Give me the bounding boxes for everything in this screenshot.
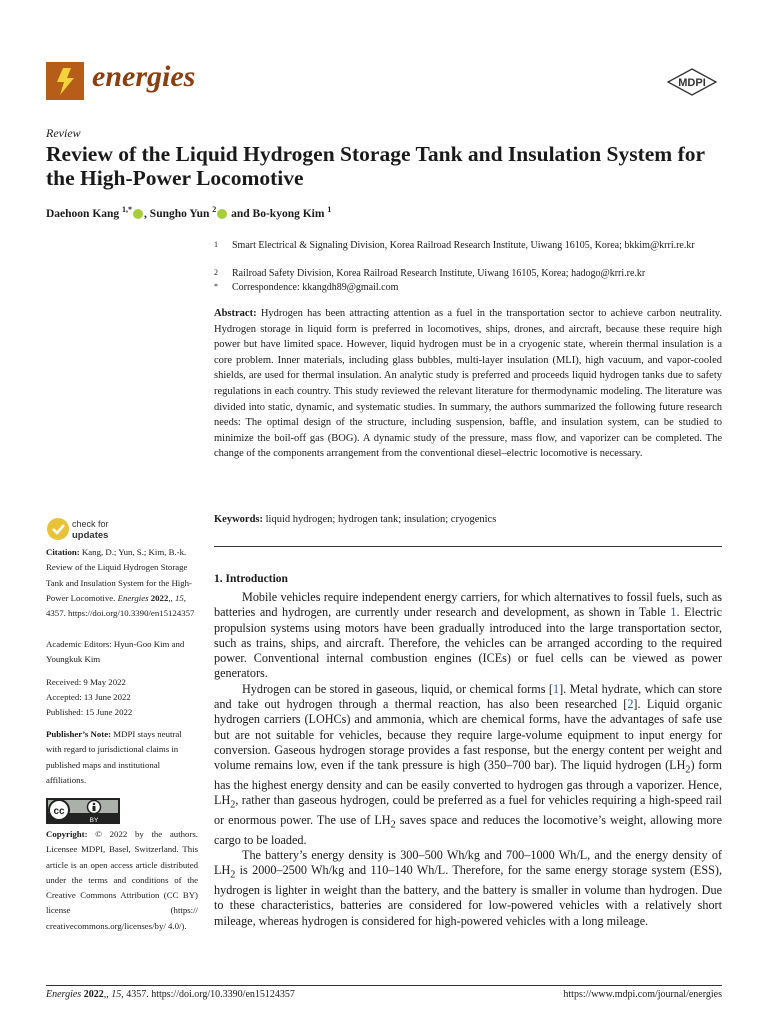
check-line1: check for	[72, 519, 109, 529]
received-date: Received: 9 May 2022	[46, 677, 126, 687]
author-name: Bo-kyong Kim	[252, 207, 325, 220]
publisher-note: Publisher’s Note: MDPI stays neutral with regard to jurisdictional claims in published maps and institutional affiliations.	[46, 729, 182, 785]
table-link[interactable]: 1	[670, 605, 677, 620]
author-name: Daehoon Kang	[46, 207, 120, 220]
author-sup: 1	[327, 205, 332, 214]
affiliation-mark: 1	[214, 240, 218, 249]
section-heading: 1. Introduction	[214, 573, 288, 585]
author-list: Daehoon Kang $^{1,*}$ , Sungho Yun $^2$ and Bo-kyong Kim $^1$	[46, 205, 332, 220]
keywords	[214, 512, 722, 528]
affiliation-text: Railroad Safety Division, Korea Railroad Research Institute, Uiwang 16105, Korea; hadogo@krri.re.kr	[232, 268, 646, 279]
accepted-date: Accepted: 13 June 2022	[46, 692, 131, 702]
affiliation-mark: *	[214, 282, 218, 291]
paragraph: Mobile vehicles require independent energy carriers, for which alternatives to fossil fuels, such as batteries and hydrogen, are currently under research and development, as shown in Table 1. Electric propulsion systems using motors have been gradually introduced into the large transportation sector, such as trains, ships, and aircraft. Therefore, the vehicles can be arranged according to the required power. Conventional internal combustion engines (ICEs) or fuel cells can be viewed as power generators.	[214, 590, 722, 681]
divider	[214, 546, 722, 547]
abstract	[214, 306, 722, 462]
footer-journal-url[interactable]: https://www.mdpi.com/journal/energies	[563, 989, 722, 1000]
journal-logo-icon	[46, 62, 84, 100]
introduction-body	[214, 590, 722, 929]
article-type: Review	[46, 126, 81, 140]
check-for-updates-button[interactable]	[46, 516, 126, 547]
publisher-name: MDPI	[678, 77, 706, 89]
affiliation-2	[214, 268, 724, 281]
citation-link[interactable]: 2	[627, 697, 634, 712]
correspondence	[214, 282, 724, 295]
author-sup: 1,*	[122, 205, 133, 214]
affiliation-text: Correspondence: kkangdh89@gmail.com	[232, 282, 399, 293]
citation-block: Citation: Kang, D.; Yun, S.; Kim, B.-k. Review of the Liquid Hydrogen Storage Tank and Insulation System for the High-Power Locomotive. Energies 2022,, 15, 4357. https://doi.org/10.3390/en15124357	[46, 547, 195, 619]
citation-link[interactable]: 1	[552, 681, 560, 696]
abstract-label: Abstract:	[214, 308, 257, 319]
orcid-icon[interactable]	[217, 209, 227, 219]
author-name: Sungho Yun	[149, 207, 210, 220]
orcid-icon[interactable]	[133, 209, 143, 219]
footer-citation: Energies 2022,, 15, 4357. https://doi.org/10.3390/en15124357	[46, 989, 295, 1000]
paragraph: Hydrogen can be stored in gaseous, liquid, or chemical forms [1]. Metal hydrate, which can store and take out hydrogen through a thermal reaction, has also been researched [2]. Liquid organic hydrogen carriers (LOHCs) and ammonia, which are chemical forms, have the advantages of safe use but are not suitable for vehicles, because they require large-volume equipment to input energy for conversion. Gaseous hydrogen storage provides a fast response, but the energy content per weight and volume remains low, even if the tank pressure is high (350–700 bar). The liquid hydrogen $(LH_2)$ form has the highest energy density and can be easily converted to hydrogen gas through a vaporizer. Hence, $LH_2$, rather than gaseous hydrogen, could be preferred as a fuel for vehicles requiring a high-speed rail or enormous power. The use of $LH_2$ saves space and reduces the locomotive’s weight, allowing more cargo to be loaded.	[214, 681, 722, 847]
journal-name: energies	[92, 60, 196, 93]
copyright: Copyright: © 2022 by the authors. Licensee MDPI, Basel, Switzerland. This article is an open access article distributed under the terms and conditions of the Creative Commons Attribution (CC BY) license (https:// creativecommons.org/licenses/by/ 4.0/).	[46, 829, 198, 931]
affiliation-mark: 2	[214, 268, 218, 277]
cc-by-license-icon[interactable]	[46, 798, 120, 829]
academic-editors: Academic Editors: Hyun-Goo Kim and Youngkuk Kim	[46, 639, 185, 665]
keywords-text: liquid hydrogen; hydrogen tank; insulation; cryogenics	[265, 514, 497, 525]
article-title: Review of the Liquid Hydrogen Storage Tank and Insulation System for the High-Power Locomotive	[46, 142, 705, 190]
author-sup: 2	[212, 205, 217, 214]
cc-label: cc	[53, 806, 65, 817]
paragraph: The battery’s energy density is 300–500 Wh/kg and 700–1000 Wh/L, and the energy density of $LH_2$ is 2000–2500 Wh/kg and 110–140 Wh/L. Therefore, for the same energy storage system (ESS), hydrogen is lighter in weight than the battery, and the battery is smaller in volume than hydrogen. Due to these characteristics, batteries are considered for low-powered vehicles with a relatively short mileage, whereas hydrogen is considered for high-powered vehicles with a long mileage.	[214, 848, 722, 928]
abstract-text: Hydrogen has been attracting attention as a fuel in the transportation sector to achieve carbon neutrality. Hydrogen storage in liquid form is preferred in locomotives, ships, drones, and aircraft, because these require high power but have limited space. However, liquid hydrogen must be in a cryogenic state, wherein thermal insulation is a core problem. Inner materials, including glass bubbles, multi-layer insulation (MLI), high vacuum, and vapor-cooled shields, are used for thermal insulation. An analytic study is preferred and proceeds liquid hydrogen tanks due to safety regulations in each country. This study reviewed the relevant literature for thermodynamic modeling. The literature was divided into static, dynamic, and systematic studies. In summary, the authors summarized the following future research needs: The optimal design of the structure, including suspension, baffle, and insulation system, can be studied to minimize the boil-off gas (BOG). A dynamic study of the pressure, mass flow, and vaporizer can be completed. The change of the components arrangement from the conventional diesel–electric locomotive is necessary.	[214, 308, 722, 460]
affiliation-text: Smart Electrical & Signaling Division, Korea Railroad Research Institute, Uiwang 16105, Korea; bkkim@krri.re.kr	[232, 240, 695, 251]
check-line2: updates	[72, 530, 109, 541]
by-label: BY	[89, 817, 99, 824]
affiliation-1	[214, 240, 724, 253]
mdpi-logo	[666, 68, 718, 96]
keywords-label: Keywords:	[214, 514, 263, 525]
published-date: Published: 15 June 2022	[46, 707, 133, 717]
footer-divider	[46, 985, 722, 986]
